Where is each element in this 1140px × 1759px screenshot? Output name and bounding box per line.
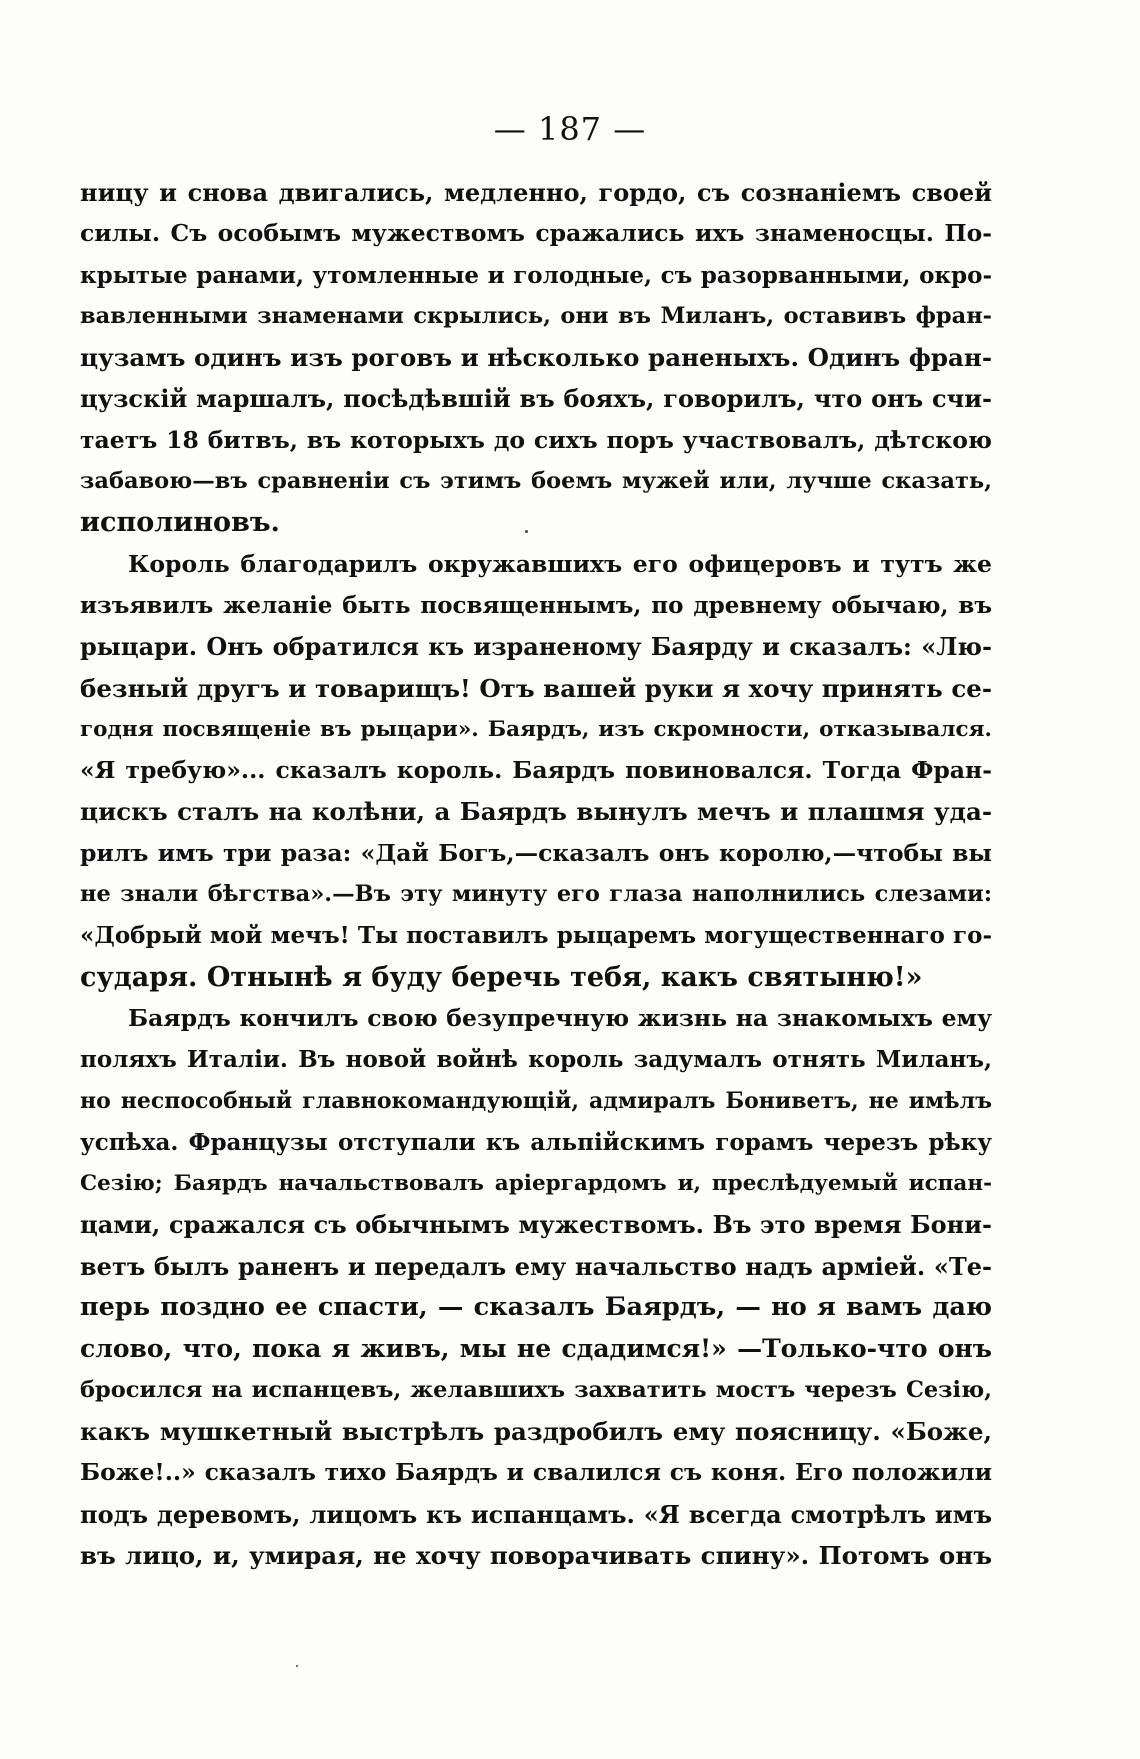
text-line: какъ мушкетный выстрѣлъ раздробилъ ему поясницу. «Боже, [80,1416,992,1446]
paragraph-1 [80,172,992,544]
text-line: перь поздно ее спасти, — сказалъ Баярдъ, — но я вамъ даю [80,1292,992,1323]
text-line: рыцари. Онъ обратился къ израненому Баярду и сказалъ: «Лю- [80,632,992,662]
print-speck [296,1665,298,1667]
text-line: бросился на испанцевъ, желавшихъ захватить мостъ черезъ Сезію, [80,1376,992,1403]
text-line: Сезію; Баярдъ начальствовалъ аріергардомъ и, преслѣдуемый испан- [80,1171,992,1197]
text-line: таетъ 18 битвъ, въ которыхъ до сихъ поръ участвовалъ, дѣтскою [80,425,992,454]
paragraph-3 [80,998,992,1576]
text-line: годня посвященіе въ рыцари». Баярдъ, изъ скромности, отказывался. [80,716,992,742]
text-line: безный другъ и товарищъ! Отъ вашей руки я хочу принять се- [80,673,992,703]
page-number: — 187 — [493,110,647,148]
text-line: «Добрый мой мечъ! Ты поставилъ рыцаремъ могущественнаго го- [80,922,992,950]
paragraph-2 [80,544,992,998]
text-line: цискъ сталъ на колѣни, а Баярдъ вынулъ мечъ и плашмя уда- [80,797,992,827]
text-line: силы. Съ особымъ мужествомъ сражались ихъ знаменосцы. По- [80,219,992,248]
text-line: крытые ранами, утомленные и голодные, съ разорванными, окро- [80,261,992,289]
text-line: Боже!..» сказалъ тихо Баярдъ и свалился съ коня. Его положили [80,1458,992,1487]
text-line: цами, сражался съ обычнымъ мужествомъ. Въ это время Бони- [80,1210,992,1240]
text-line: изъявилъ желаніе быть посвященнымъ, по древнему обычаю, въ [80,591,992,619]
text-line: забавою—въ сравненіи съ этимъ боемъ мужей или, лучше сказать, [80,468,992,495]
print-speck [525,530,528,533]
text-line: «Я требую»... сказалъ король. Баярдъ повиновался. Тогда Фран- [80,756,992,785]
text-line: ветъ былъ раненъ и передалъ ему начальство надъ арміей. «Те- [80,1251,992,1281]
text-line: рилъ имъ три раза: «Дай Богъ,—сказалъ онъ королю,—чтобы вы [80,838,992,867]
text-line: въ лицо, и, умирая, не хочу поворачивать спину». Потомъ онъ [80,1540,992,1570]
text-line: не знали бѣгства».—Въ эту минуту его глаза наполнились слезами: [80,881,992,908]
text-line: цузамъ одинъ изъ роговъ и нѣсколько раненыхъ. Одинъ фран- [80,343,992,373]
text-line: слово, что, пока я живъ, мы не сдадимся!» —Только-что онъ [80,1334,992,1364]
text-line: вавленными знаменами скрылись, они въ Миланъ, оставивъ фран- [80,302,992,329]
text-line: ницу и снова двигались, медленно, гордо, съ сознаніемъ своей [80,178,992,207]
text-line: Король благодарилъ окружавшихъ его офицеровъ и тутъ же [128,549,992,578]
text-line: цузскій маршалъ, посѣдѣвшій въ бояхъ, говорилъ, что онъ счи- [80,384,992,414]
text-line: подъ деревомъ, лицомъ къ испанцамъ. «Я всегда смотрѣлъ имъ [80,1499,992,1529]
text-line: поляхъ Италіи. Въ новой войнѣ король задумалъ отнять Миланъ, [80,1046,992,1074]
text-line: сударя. Отнынѣ я буду беречь тебя, какъ святыню!» [80,961,923,993]
text-line: но неспособный главнокомандующій, адмиралъ Бониветъ, не имѣлъ [80,1087,992,1114]
body-text [80,172,992,1576]
text-line: успѣха. Французы отступали къ альпійскимъ горамъ черезъ рѣку [80,1128,992,1156]
text-line: исполиновъ. [80,507,280,539]
text-line: Баярдъ кончилъ свою безупречную жизнь на знакомыхъ ему [128,1003,992,1032]
